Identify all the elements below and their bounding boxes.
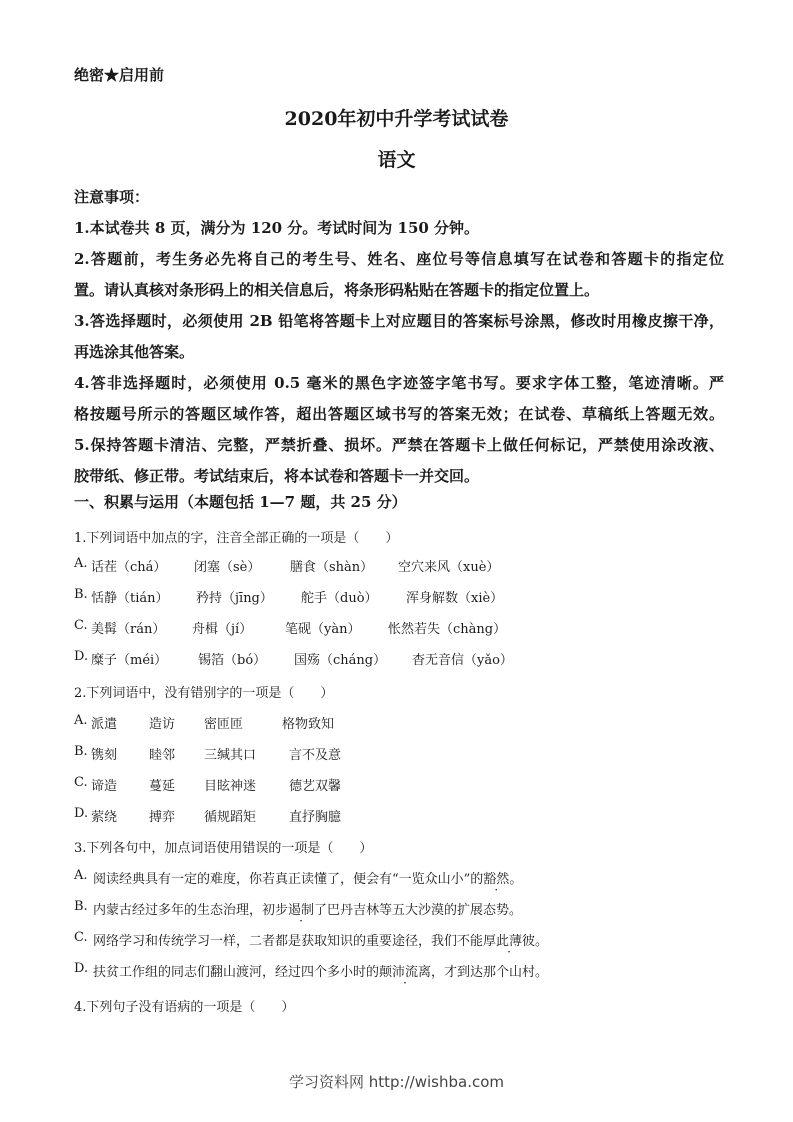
sentence-text: 。 bbox=[509, 872, 523, 887]
option-label: A. bbox=[74, 556, 88, 571]
option-label: A. bbox=[74, 713, 88, 728]
notes-line: 5.保持答题卡清洁、完整，严禁折叠、损坏。严禁在答题卡上做任何标记，严禁使用涂改液、 bbox=[74, 436, 724, 454]
option-label: A. bbox=[74, 868, 88, 883]
option-item: 美髯（rán） bbox=[91, 622, 166, 637]
question-3-stem: 3.下列各句中，加点词语使用错误的一项是（ ） bbox=[74, 841, 373, 856]
notes-heading: 注意事项： bbox=[74, 188, 150, 206]
sentence-text: 扶贫工作组的同志们翻山渡河，经过四个多小时的 bbox=[93, 965, 380, 980]
option-item: 蔓延 bbox=[149, 779, 176, 794]
option-item: 睦邻 bbox=[149, 748, 176, 763]
option-item: 矜持（jīng） bbox=[196, 591, 273, 606]
option-item: 格物致知 bbox=[282, 717, 335, 732]
option-item: 镌刻 bbox=[91, 748, 118, 763]
option-item: 怅然若失（chàng） bbox=[388, 622, 507, 637]
notes-line: 格按题号所示的答题区域作答，超出答题区域书写的答案无效；在试卷、草稿纸上答题无效。 bbox=[74, 405, 724, 423]
option-item: 言不及意 bbox=[289, 748, 342, 763]
page-title: 2020年初中升学考试试卷 bbox=[284, 108, 509, 130]
option-label: B. bbox=[74, 587, 88, 602]
subject-title: 语文 bbox=[377, 149, 416, 171]
notes-line: 2.答题前，考生务必先将自己的考生号、姓名、座位号等信息填写在试卷和答题卡的指定位 bbox=[74, 250, 724, 268]
option-item: 笔砚（yàn） bbox=[285, 622, 361, 637]
option-item: 锡箔（bó） bbox=[198, 653, 267, 668]
option-item: 目眩神迷 bbox=[204, 779, 257, 794]
sentence-text: 阅读经典具有一定的难度，你若真正读懂了，便会有“一览众山小”的 bbox=[93, 872, 484, 887]
notes-line: 胶带纸、修正带。考试结束后，将本试卷和答题卡一并交回。 bbox=[74, 467, 480, 485]
dotted-phrase: 厚此薄彼 bbox=[483, 934, 536, 949]
option-item: 话茬（chá） bbox=[91, 560, 167, 575]
option-item: 造访 bbox=[149, 717, 176, 732]
notes-block bbox=[74, 182, 724, 492]
sentence-text: 了巴丹吉林等五大沙漠的扩展态势。 bbox=[314, 903, 523, 918]
dotted-phrase: 颠沛流离 bbox=[379, 965, 432, 980]
option-item: 舵手（duò） bbox=[301, 591, 378, 606]
option-item: 浑身解数（xiè） bbox=[406, 591, 504, 606]
option-label: C. bbox=[74, 618, 88, 633]
option-item: 德艺双馨 bbox=[289, 779, 342, 794]
option-item: 派遣 bbox=[91, 717, 118, 732]
option-label: C. bbox=[74, 775, 88, 790]
notes-line: 3.答选择题时，必须使用 2B 铅笔将答题卡上对应题目的答案标号涂黑，修改时用橡皮擦干净， bbox=[74, 312, 724, 330]
option-item: 三缄其口 bbox=[204, 748, 257, 763]
option-sentence bbox=[93, 961, 548, 980]
notes-line: 4.答非选择题时，必须使用 0.5 毫米的黑色字迹签字笔书写。要求字体工整，笔迹清晰。严 bbox=[74, 374, 724, 392]
sentence-text: 内蒙古经过多年的生态治理，初步 bbox=[93, 903, 289, 918]
option-item: 密匝匝 bbox=[204, 717, 244, 732]
option-item: 膳食（shàn） bbox=[290, 560, 374, 575]
option-label: B. bbox=[74, 899, 88, 914]
option-item: 直抒胸臆 bbox=[289, 810, 342, 825]
sentence-text: 网络学习和传统学习一样，二者都是获取知识的重要途径，我们不能 bbox=[93, 934, 484, 949]
option-item: 萦绕 bbox=[91, 810, 118, 825]
question-4-stem: 4.下列句子没有语病的一项是（ ） bbox=[74, 1000, 295, 1015]
sentence-text: ，才到达那个山村。 bbox=[431, 965, 549, 980]
option-item: 糜子（méi） bbox=[91, 653, 168, 668]
confidential-label: 绝密★启用前 bbox=[74, 66, 165, 84]
option-sentence bbox=[93, 868, 522, 887]
sentence-text: 。 bbox=[535, 934, 549, 949]
question-1-stem: 1.下列词语中加点的字，注音全部正确的一项是（ ） bbox=[74, 531, 399, 546]
section-heading: 一、积累与运用（本题包括 1—7 题，共 25 分） bbox=[74, 493, 407, 511]
option-item: 杳无音信（yǎo） bbox=[412, 653, 513, 668]
dotted-phrase: 遏制 bbox=[288, 903, 315, 918]
option-label: D. bbox=[74, 961, 89, 976]
option-item: 空穴来风（xuè） bbox=[398, 560, 500, 575]
option-sentence bbox=[93, 899, 522, 918]
option-item: 国殇（cháng） bbox=[294, 653, 387, 668]
option-sentence bbox=[93, 930, 548, 949]
option-item: 谛造 bbox=[91, 779, 118, 794]
option-label: D. bbox=[74, 806, 89, 821]
option-item: 舟楫（jí） bbox=[192, 622, 253, 637]
footer-watermark: 学习资料网 http://wishba.com bbox=[289, 1073, 504, 1091]
dotted-phrase: 豁然 bbox=[483, 872, 510, 887]
question-2-stem: 2.下列词语中，没有错别字的一项是（ ） bbox=[74, 686, 334, 701]
notes-line: 1.本试卷共 8 页，满分为 120 分。考试时间为 150 分钟。 bbox=[74, 219, 480, 237]
option-label: C. bbox=[74, 930, 88, 945]
option-label: B. bbox=[74, 744, 88, 759]
option-item: 搏弈 bbox=[149, 810, 176, 825]
notes-line: 置。请认真核对条形码上的相关信息后，将条形码粘贴在答题卡的指定位置上。 bbox=[74, 281, 600, 299]
option-item: 恬静（tián） bbox=[91, 591, 169, 606]
option-label: D. bbox=[74, 649, 89, 664]
option-item: 闭塞（sè） bbox=[194, 560, 261, 575]
option-item: 循规蹈矩 bbox=[204, 810, 257, 825]
notes-line: 再选涂其他答案。 bbox=[74, 343, 195, 361]
